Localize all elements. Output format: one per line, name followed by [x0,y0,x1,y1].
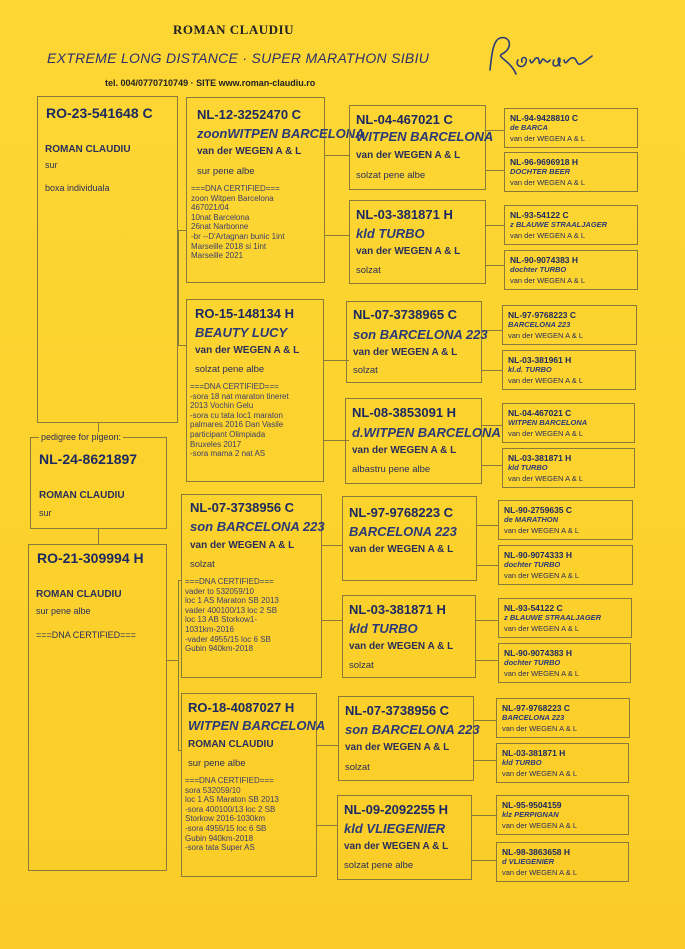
grandparent-name: zoonWITPEN BARCELONA [197,126,365,141]
ancestor-breeder: van der WEGEN A & L [508,474,584,483]
ggp-ring: NL-09-2092255 H [344,802,449,817]
connector [178,580,179,750]
connector [178,230,186,231]
connector [476,525,498,526]
grandparent-name: son BARCELONA 223 [190,519,325,534]
ancestor-card [496,698,630,738]
grandparent-ring: RO-15-148134 H [195,306,294,321]
ancestor-name: de MARATHON [504,515,559,524]
ancestor-card [502,448,635,488]
ancestor-breeder: van der WEGEN A & L [504,526,580,535]
connector [476,620,498,621]
ancestor-card [504,205,638,245]
ggp-name: kld VLIEGENIER [344,821,446,836]
ggp-color: albastru pene albe [352,464,431,475]
ancestor-breeder: van der WEGEN A & L [502,724,578,733]
grandparent-card [181,693,326,877]
ggp-ring: NL-04-467021 C [356,112,453,127]
ggp-name: kld TURBO [349,621,418,636]
sire-card [37,96,178,423]
ancestor-ring: NL-93-54122 C [504,603,563,613]
connector [476,565,498,566]
ancestor-name: klz PERPIGNAN [502,810,559,819]
great-grandparent-card [337,795,472,880]
ggp-color: solzat [353,365,378,376]
great-grandparent-card [349,105,494,190]
grandparent-notes: ===DNA CERTIFIED=== vader to 532059/10 loc 1 AS Maraton SB 2013 vader 400100/13 loc 2 SB loc 13 AB Storkow1- 1031km-2016 -vader 4955/15 loc 6 SB Gubin 940km-2018 [185,577,279,654]
connector [486,265,504,266]
ancestor-breeder: van der WEGEN A & L [508,429,584,438]
ancestor-ring: NL-90-9074383 H [504,648,573,658]
ggp-ring: NL-07-3738965 C [353,307,458,322]
grandparent-card [181,494,325,678]
great-grandparent-card [349,200,486,284]
grandparent-breeder: van der WEGEN A & L [190,540,295,551]
ancestor-breeder: van der WEGEN A & L [508,376,584,385]
dam-note: ===DNA CERTIFIED=== [36,630,136,640]
great-grandparent-card [345,398,501,484]
ancestor-ring: NL-04-467021 C [508,408,572,418]
ancestor-card [504,108,638,148]
ancestor-card [498,545,633,585]
connector [324,155,349,156]
title-line: EXTREME LONG DISTANCE · SUPER MARATHON SIBIU [47,50,430,66]
ancestor-card [496,795,629,835]
great-grandparent-card [342,496,477,581]
ggp-name: son BARCELONA 223 [353,327,488,342]
dam-ring: RO-21-309994 H [37,550,144,566]
ancestor-breeder: van der WEGEN A & L [504,571,580,580]
ancestor-name: kld TURBO [508,463,548,472]
ancestor-card [498,500,633,540]
ancestor-breeder: van der WEGEN A & L [510,134,586,143]
ggp-breeder: van der WEGEN A & L [353,347,458,358]
grandparent-notes: ===DNA CERTIFIED=== sora 532059/10 loc 1 AS Maraton SB 2013 -sora 400100/13 loc 2 SB Storkow 2016-1030km -sora 4955/15 loc 6 SB Gubin 940km-2018 -sora tata Super AS [185,776,279,853]
connector [178,345,186,346]
ggp-name: kld TURBO [356,226,425,241]
dam-color: sur pene albe [36,606,91,616]
grandparent-breeder: van der WEGEN A & L [197,146,302,157]
ancestor-breeder: van der WEGEN A & L [502,769,578,778]
sire-note: boxa individuala [45,183,110,193]
grandparent-breeder: ROMAN CLAUDIU [188,739,274,750]
ancestor-ring: NL-90-9074383 H [510,255,579,265]
ggp-breeder: van der WEGEN A & L [344,841,449,852]
ancestor-ring: NL-03-381871 H [508,453,572,463]
connector [98,528,99,544]
ancestor-breeder: van der WEGEN A & L [508,331,584,340]
sire-color: sur [45,160,58,170]
owner-heading: ROMAN CLAUDIU [173,22,294,37]
ancestor-name: dochter TURBO [504,658,561,667]
grandparent-color: sur pene albe [188,758,246,769]
grandparent-card [186,299,324,482]
ggp-ring: NL-08-3853091 H [352,405,457,420]
ancestor-breeder: van der WEGEN A & L [502,821,578,830]
ancestor-card [496,743,629,783]
ancestor-ring: NL-96-9696918 H [510,157,579,167]
grandparent-color: solzat pene albe [195,364,265,375]
ggp-ring: NL-03-381871 H [356,207,453,222]
great-grandparent-card [338,696,480,781]
contact-line: tel. 004/0770710749 · SITE www.roman-claudiu.ro [105,78,316,88]
sire-owner: ROMAN CLAUDIU [45,144,131,155]
ancestor-name: WITPEN BARCELONA [508,418,588,427]
ggp-breeder: van der WEGEN A & L [349,544,454,555]
subject-label: pedigree for pigeon: [41,432,122,442]
ancestor-breeder: van der WEGEN A & L [502,868,578,877]
connector [178,230,179,345]
ggp-color: solzat pene albe [356,170,426,181]
ancestor-name: kld TURBO [502,758,542,767]
signature-icon [480,30,600,82]
ggp-ring: NL-07-3738956 C [345,703,450,718]
ancestor-ring: NL-95-9504159 [502,800,562,810]
ggp-color: solzat pene albe [344,860,414,871]
ancestor-breeder: van der WEGEN A & L [510,276,586,285]
ancestor-ring: NL-90-2759635 C [504,505,573,515]
ggp-breeder: van der WEGEN A & L [345,742,450,753]
dam-card [28,544,167,871]
ancestor-card [498,643,631,683]
ggp-breeder: van der WEGEN A & L [356,246,461,257]
grandparent-notes: ===DNA CERTIFIED=== zoon Witpen Barcelona 467021/04 10nat Barcelona 26nat Narbonne -br --D'Artagnan bunic 1int Marseille 2018 si 1int Marseille 2021 [191,184,285,261]
grandparent-ring: RO-18-4087027 H [188,700,295,715]
connector [472,815,496,816]
ggp-color: solzat [349,660,374,671]
ancestor-ring: NL-03-381961 H [508,355,572,365]
ancestor-card [498,598,632,638]
grandparent-name: BEAUTY LUCY [195,325,288,340]
connector [322,545,342,546]
connector [474,720,496,721]
ggp-breeder: van der WEGEN A & L [349,641,454,652]
ancestor-name: dochter TURBO [510,265,567,274]
ancestor-ring: NL-98-3863658 H [502,847,571,857]
ancestor-card [496,842,629,882]
grandparent-card [186,97,365,283]
ggp-ring: NL-97-9768223 C [349,505,454,520]
ancestor-name: z BLAUWE STRAALJAGER [510,220,608,229]
ggp-color: solzat [345,762,370,773]
ancestor-ring: NL-94-9428810 C [510,113,579,123]
subject-card [30,432,167,529]
ancestor-name: BARCELONA 223 [502,713,565,722]
connector [486,170,504,171]
grandparent-color: solzat [190,559,215,570]
ggp-name: d.WITPEN BARCELONA [352,425,501,440]
connector [482,465,502,466]
ancestor-breeder: van der WEGEN A & L [510,178,586,187]
great-grandparent-card [342,595,476,678]
connector [472,860,496,861]
ggp-name: son BARCELONA 223 [345,722,480,737]
connector [324,235,349,236]
ancestor-card [504,152,638,192]
ancestor-breeder: van der WEGEN A & L [504,669,580,678]
subject-owner: ROMAN CLAUDIU [39,490,125,501]
ggp-name: BARCELONA 223 [349,524,457,539]
sire-ring: RO-23-541648 C [46,105,153,121]
grandparent-notes: ===DNA CERTIFIED=== -sora 18 nat maraton tineret 2013 Vochin Gelu -sora cu tata loc1 maraton palmares 2016 Dan Vasile participant Olimpiada Bruxeles 2017 -sora mama 2 nat AS [190,382,289,459]
grandparent-ring: NL-07-3738956 C [190,500,295,515]
ancestor-card [502,305,637,345]
ggp-breeder: van der WEGEN A & L [356,150,461,161]
connector [474,760,496,761]
ancestor-name: BARCELONA 223 [508,320,571,329]
ancestor-ring: NL-90-9074333 H [504,550,573,560]
ggp-name: WITPEN BARCELONA [356,129,494,144]
ancestor-breeder: van der WEGEN A & L [504,624,580,633]
ancestor-card [504,250,638,290]
connector [482,370,502,371]
connector [476,660,498,661]
ancestor-card [502,350,636,390]
ancestor-name: de BARCA [510,123,548,132]
ancestor-breeder: van der WEGEN A & L [510,231,586,240]
subject-sex: sur [39,508,52,518]
connector [322,620,342,621]
ancestor-name: d VLIEGENIER [502,857,555,866]
subject-ring: NL-24-8621897 [39,451,138,467]
ancestor-name: kl.d. TURBO [508,365,552,374]
grandparent-color: sur pene albe [197,166,255,177]
ggp-breeder: van der WEGEN A & L [352,445,457,456]
ggp-ring: NL-03-381871 H [349,602,446,617]
connector [316,825,338,826]
grandparent-ring: NL-12-3252470 C [197,107,302,122]
ancestor-ring: NL-97-9768223 C [508,310,577,320]
dam-owner: ROMAN CLAUDIU [36,589,122,600]
grandparent-breeder: van der WEGEN A & L [195,345,300,356]
ancestor-name: dochter TURBO [504,560,561,569]
grandparent-name: WITPEN BARCELONA [188,718,326,733]
ancestor-name: DOCHTER BEER [510,167,571,176]
ancestor-name: z BLAUWE STRAALJAGER [504,613,602,622]
ancestor-card [502,403,635,443]
ancestor-ring: NL-97-9768223 C [502,703,571,713]
ancestor-ring: NL-03-381871 H [502,748,566,758]
ggp-color: solzat [356,265,381,276]
ancestor-ring: NL-93-54122 C [510,210,569,220]
connector [316,745,338,746]
connector [486,225,504,226]
great-grandparent-card [346,301,488,383]
